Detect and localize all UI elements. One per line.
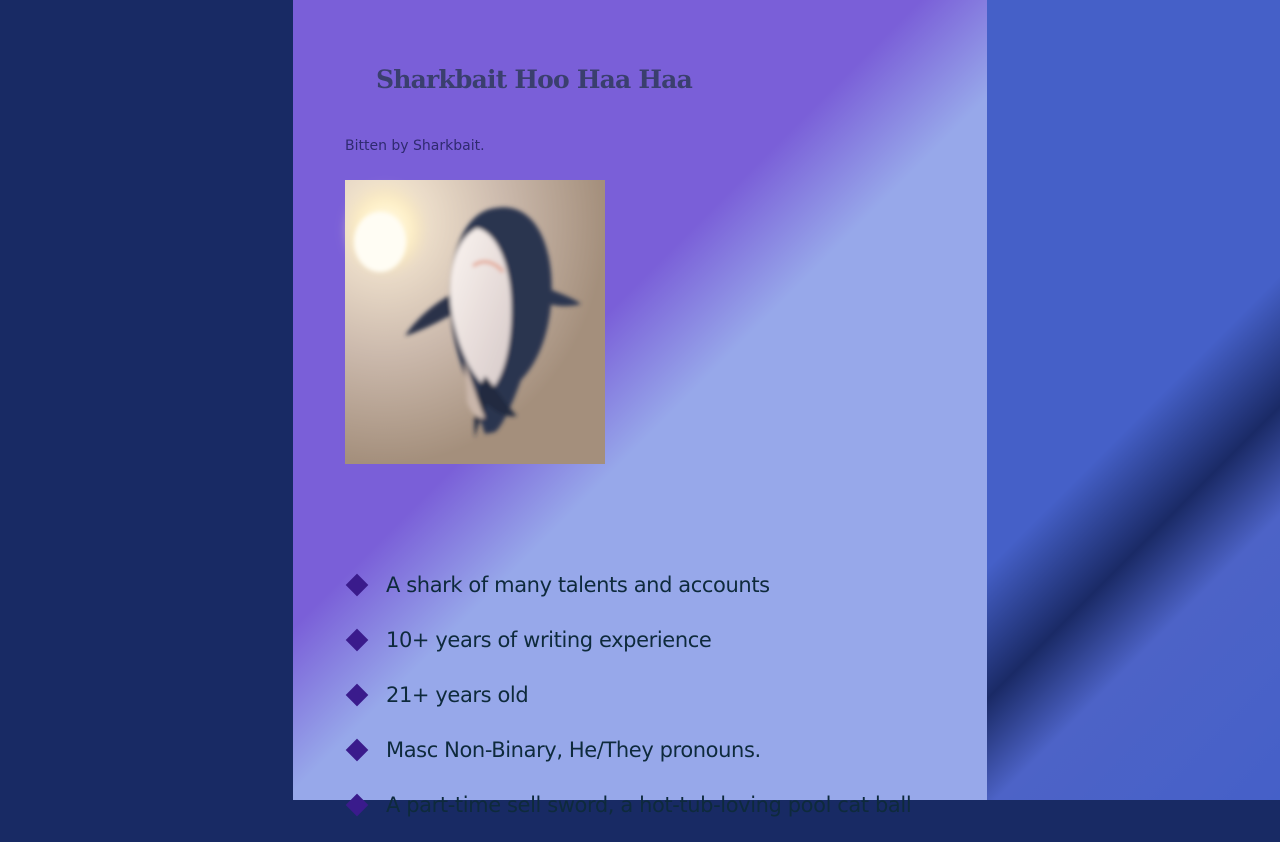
diamond-icon xyxy=(346,684,369,707)
main-content xyxy=(293,0,987,817)
diamond-icon xyxy=(346,629,369,652)
diamond-icon xyxy=(346,739,369,762)
list-item xyxy=(345,622,965,677)
left-background-panel xyxy=(0,0,293,800)
list-item-text: A part-time sell sword, a hot-tub-loving pool cat ball xyxy=(386,793,912,817)
page-title: Sharkbait Hoo Haa Haa xyxy=(376,65,692,94)
list-item-text: 21+ years old xyxy=(386,683,529,707)
list-item-text: 10+ years of writing experience xyxy=(386,628,712,652)
list-item-text: A shark of many talents and accounts xyxy=(386,573,770,597)
list-item xyxy=(345,567,965,622)
diamond-icon xyxy=(346,574,369,597)
list-item xyxy=(345,732,965,787)
shark-photo xyxy=(345,180,605,464)
list-item xyxy=(345,677,965,732)
feature-list xyxy=(345,567,965,842)
right-background-panel xyxy=(987,0,1280,800)
list-item xyxy=(345,787,965,842)
diamond-icon xyxy=(346,794,369,817)
list-item-text: Masc Non-Binary, He/They pronouns. xyxy=(386,738,761,762)
page-subtitle: Bitten by Sharkbait. xyxy=(345,138,485,154)
